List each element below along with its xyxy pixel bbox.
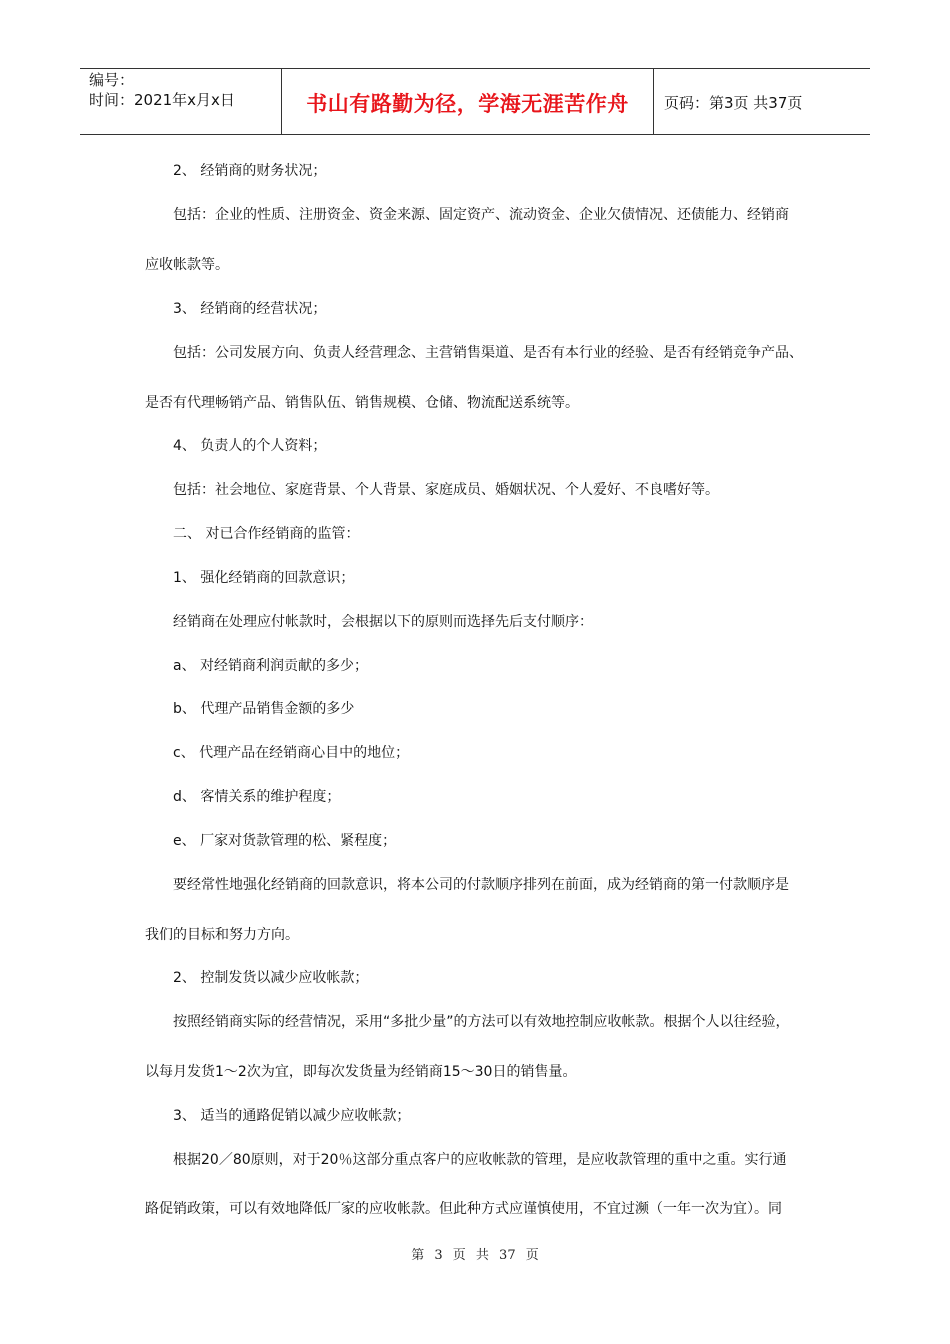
paragraph-line: 要经常性地强化经销商的回款意识，将本公司的付款顺序排列在前面，成为经销商的第一付款顺序是 — [173, 877, 789, 893]
list-item: a、 对经销商利润贡献的多少； — [173, 658, 369, 674]
header-page-number: 页码：第3页 共37页 — [664, 94, 803, 112]
paragraph-line: 按照经销商实际的经营情况，采用“多批少量”的方法可以有效地控制应收帐款。根据个人以往经验， — [173, 1014, 790, 1030]
paragraph-line: 我们的目标和努力方向。 — [145, 927, 299, 943]
section-heading: 1、 强化经销商的回款意识； — [173, 570, 355, 586]
section-heading: 3、 适当的通路促销以减少应收帐款； — [173, 1108, 411, 1124]
paragraph-line: 包括：企业的性质、注册资金、资金来源、固定资产、流动资金、企业欠债情况、还债能力、经销商 — [173, 207, 789, 223]
list-item: b、 代理产品销售金额的多少 — [173, 701, 355, 717]
doc-number-label: 编号： — [89, 71, 135, 89]
paragraph-line: 是否有代理畅销产品、销售队伍、销售规模、仓储、物流配送系统等。 — [145, 395, 579, 411]
paragraph-line: 路促销政策，可以有效地降低厂家的应收帐款。但此种方式应谨慎使用，不宜过濒（一年一次为宜）。同 — [145, 1201, 782, 1217]
paragraph-line: 以每月发货1～2次为宜，即每次发货量为经销商15～30日的销售量。 — [145, 1064, 577, 1080]
paragraph-line: 包括：社会地位、家庭背景、个人背景、家庭成员、婚姻状况、个人爱好、不良嗜好等。 — [173, 482, 719, 498]
section-heading: 2、 控制发货以减少应收帐款； — [173, 970, 369, 986]
section-heading: 4、 负责人的个人资料； — [173, 438, 327, 454]
list-item: d、 客情关系的维护程度； — [173, 789, 341, 805]
chapter-heading: 二、 对已合作经销商的监管： — [173, 526, 360, 542]
page-footer: 第 3 页 共 37 页 — [411, 1248, 539, 1263]
header-motto: 书山有路勤为径，学海无涯苦作舟 — [306, 92, 629, 116]
section-heading: 3、 经销商的经营状况； — [173, 301, 327, 317]
section-heading: 2、 经销商的财务状况； — [173, 163, 327, 179]
paragraph-line: 包括：公司发展方向、负责人经营理念、主营销售渠道、是否有本行业的经验、是否有经销竞争产品、 — [173, 345, 803, 361]
doc-time-label: 时间：2021年x月x日 — [89, 91, 235, 109]
paragraph-line: 经销商在处理应付帐款时，会根据以下的原则而选择先后支付顺序： — [173, 614, 593, 630]
paragraph-line: 应收帐款等。 — [145, 257, 229, 273]
list-item: e、 厂家对货款管理的松、紧程度； — [173, 833, 397, 849]
list-item: c、 代理产品在经销商心目中的地位； — [173, 745, 410, 761]
paragraph-line: 根据20／80原则，对于20％这部分重点客户的应收帐款的管理，是应收款管理的重中之重。实行通 — [173, 1152, 787, 1168]
